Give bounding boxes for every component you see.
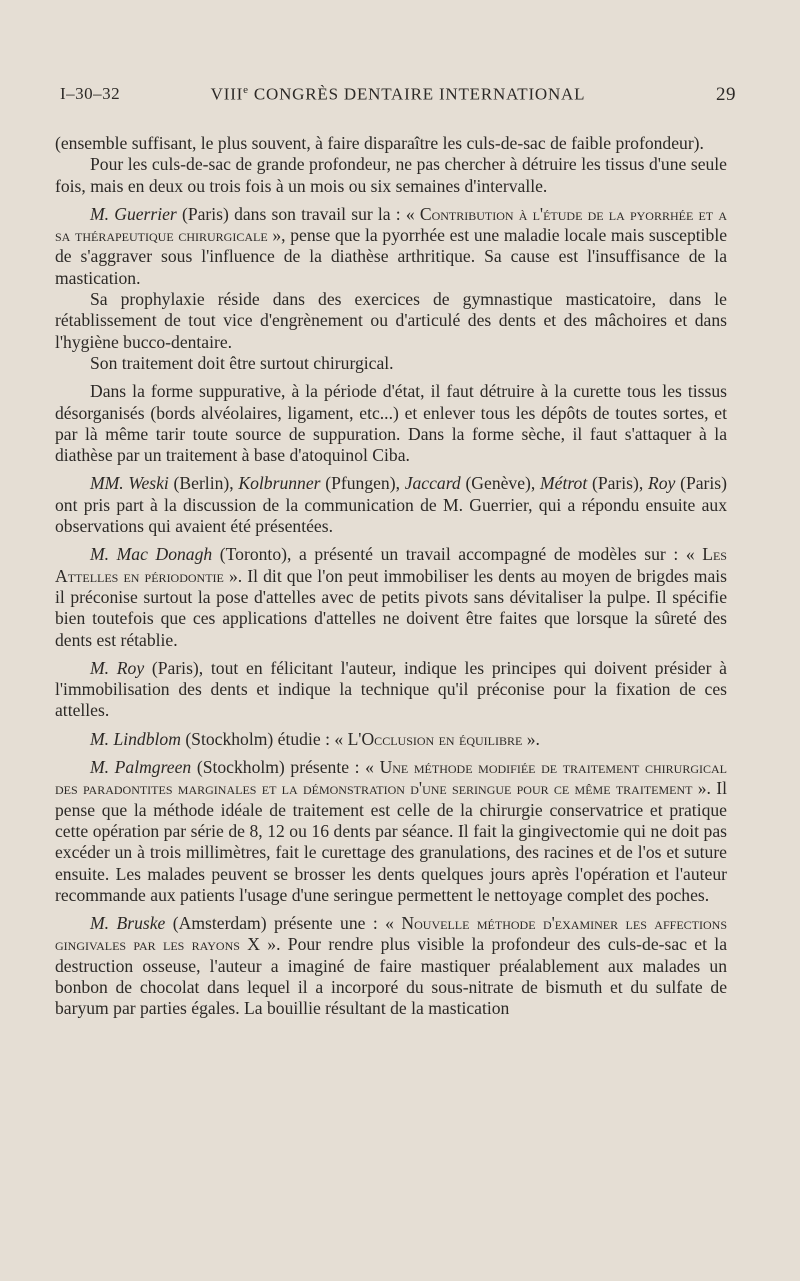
text-run: (Toronto), a présenté un travail accompagné de modèles sur : « (212, 544, 703, 565)
paper-title: Les Attelles en périodontie (55, 544, 727, 586)
paper-title: L'Occlusion en équilibre (347, 728, 523, 749)
author-name: M. Lindblom (90, 728, 181, 749)
running-title (60, 84, 736, 105)
page-number: 29 (716, 84, 736, 105)
author-name: M. Palmgreen (90, 757, 192, 778)
text-run: Pour les culs-de-sac de grande profondeur, ne pas chercher à détruire les tissus d'une seule fois, mais en deux ou trois fois à un mois ou six semaines d'intervalle. (55, 154, 727, 196)
text-run: Son traitement doit être surtout chirurgical. (90, 352, 394, 373)
paragraph-p6 (55, 381, 727, 466)
author-name: Jaccard (404, 473, 461, 494)
paragraph-p12 (55, 913, 727, 1019)
congress-ordinal-suffix: e (243, 84, 249, 96)
text-run: (Stockholm) étudie : « (180, 728, 348, 749)
text-run: (ensemble suffisant, le plus souvent, à faire disparaître les culs-de-sac de faible profondeur). (55, 133, 704, 153)
text-run: ». Il pense que la méthode idéale de traitement est celle de la chirurgie conservatrice et pratique cette opération par série de 8, 12 ou 16 dents par séance. Il fait la gingivectomie qui ne doit pas excéder un à trois millimètres, fait le curettage des granulations, des racines et de l'os et suture ensuite. Les malades peuvent se brosser les dents quelques jours après l'opération et l'auteur recommande aux patients l'usage d'une seringue permettent le nettoyage complet des poches. (55, 778, 727, 905)
congress-ordinal: VIII (210, 84, 244, 104)
text-run: (Amsterdam) présente une : « (165, 913, 402, 934)
text-run: (Pfungen), (320, 473, 405, 494)
author-name: MM. Weski (90, 473, 169, 494)
paragraph-p3 (55, 204, 727, 289)
paragraph-p2 (55, 154, 727, 197)
paragraph-p4 (55, 289, 727, 353)
author-name: Kolbrunner (238, 473, 321, 494)
body-text (55, 133, 727, 1020)
text-run: (Stockholm) présente : « (191, 757, 380, 778)
text-run: (Paris), tout en félicitant l'auteur, indique les principes qui doivent présider à l'immobilisation des dents et indique la technique qu'il préconise pour la fixation de ces attelles. (55, 657, 727, 721)
text-run: (Berlin), (168, 473, 239, 494)
paragraph-p1 (55, 133, 727, 154)
author-name: M. Mac Donagh (90, 544, 213, 565)
running-header (60, 84, 736, 114)
text-run: (Genève), (460, 473, 541, 494)
page-range: I–30–32 (60, 84, 121, 103)
paragraph-p10 (55, 729, 727, 750)
author-name: M. Roy (90, 657, 145, 678)
author-name: Roy (648, 473, 676, 494)
paper-title: Une méthode modifiée de traitement chirurgical des paradontites marginales et la démonstration d'une seringue pour ce même traitement (55, 757, 727, 799)
paper-title: Contribution à l'étude de la pyorrhée et a sa thérapeutique chirurgicale (55, 203, 727, 246)
paper-title: Nouvelle méthode d'examiner les affections gingivales par les rayons X (55, 913, 727, 955)
text-run: Dans la forme suppurative, à la période d'état, il faut détruire à la curette tous les tissus désorganisés (bords alvéolaires, ligament, etc...) et enlever tous les dépôts de toutes sortes, et par là même tarir toute source de suppuration. Dans la forme sèche, il faut s'attaquer à la diathèse par un traitement à base d'atoquinol Ciba. (55, 381, 727, 466)
paragraph-p11 (55, 757, 727, 906)
paragraph-p5 (55, 353, 727, 374)
author-name: M. Bruske (90, 913, 166, 934)
paragraph-p7 (55, 473, 727, 537)
text-run: », pense que la pyorrhée est une maladie locale mais susceptible de s'aggraver sous l'influence de la diathèse arthritique. Sa cause est l'insuffisance de la mastication. (55, 225, 728, 288)
text-run: (Paris) ont pris part à la discussion de la communication de M. Guerrier, qui a répondu ensuite aux observations qui avaient été présentées. (55, 473, 727, 537)
author-name: M. Guerrier (90, 203, 177, 224)
text-run: ». Il dit que l'on peut immobiliser les dents au moyen de brigdes mais il préconise surtout la pose d'attelles avec de petits pivots sans dévitaliser la pulpe. Il spécifie bien toutefois que ces applications d'attelles ne doivent être faites que lorsque la sûreté des dents est rétablie. (55, 565, 727, 650)
paragraph-p9 (55, 658, 727, 722)
congress-title: CONGRÈS DENTAIRE INTERNATIONAL (248, 84, 586, 104)
author-name: Métrot (540, 473, 588, 494)
text-run: ». (522, 728, 540, 749)
text-run: Sa prophylaxie réside dans des exercices de gymnastique masticatoire, dans le rétablissement de tout vice d'engrènement ou d'articulé des dents et des mâchoires et dans l'hygiène bucco-dentaire. (55, 289, 727, 352)
paragraph-p8 (55, 544, 727, 650)
text-run: (Paris), (587, 473, 648, 494)
text-run: (Paris) dans son travail sur la : « (176, 203, 420, 224)
text-run: ». Pour rendre plus visible la profondeur des culs-de-sac et la destruction osseuse, l'auteur a imaginé de faire mastiquer préalablement aux malades un bonbon de chocolat dans lequel il a incorporé du sous-nitrate de bismuth et du sulfate de baryum par parties égales. La bouillie résultant de la mastication (55, 934, 728, 1019)
